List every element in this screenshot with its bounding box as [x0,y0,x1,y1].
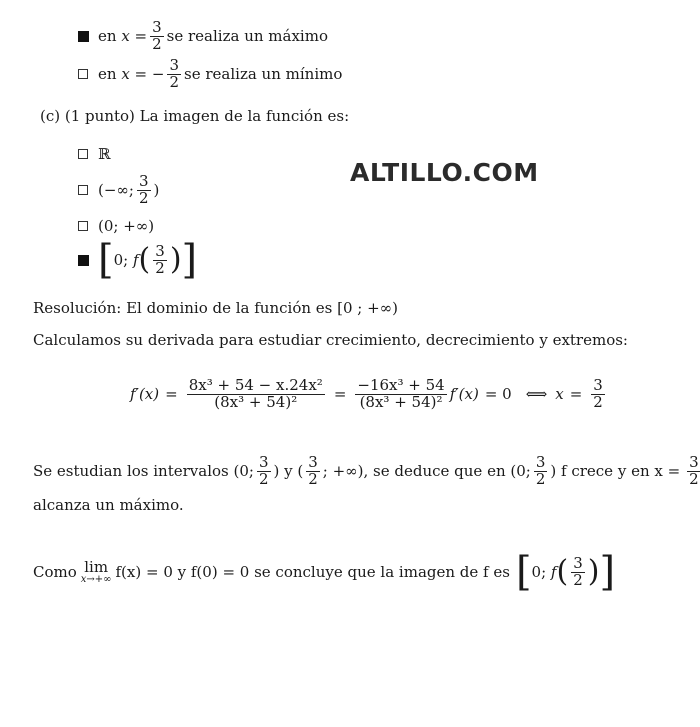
option-minimum [78,58,342,91]
checkbox-checked [78,255,89,266]
derivative-equation: f′(x) = $\frac{\text{8x³ + 54 − x.24x²}}{\text{(8x³ + 54)²}}$ = $\frac{\text{−16x³ + 54}}{\text{(8x³ + 54)²}}$ f′(x) = 0 ⟺ x = $\frac{3}{2}$ [130,376,603,411]
fraction-three-halves: $\frac{3}{2}$ [152,18,162,53]
limit-operator: lim x→+∞ [80,557,112,585]
derivative-fraction-2: $\frac{\text{−16x³ + 54}}{\text{(8x³ + 54)²}}$ [357,376,445,411]
option-text: (0; +∞) [98,217,155,235]
fraction-three-halves: $\frac{3}{2}$ [593,376,603,411]
image-conclusion: Como lim x→+∞ f(x) = 0 y f(0) = 0 se concluye que la imagen de f es [ 0; f ( $\frac{3}{2}$ ) ] [33,549,616,595]
option-text: ℝ [98,145,111,163]
maximum-conclusion: alcanza un máximo. [33,496,184,514]
option-reals [78,145,110,163]
iff-arrow: ⟺ [525,385,548,404]
option-prefix: en x = − [98,65,165,84]
intervals-paragraph: Se estudian los intervalos (0; $\frac{3}{2}$ ) y ( $\frac{3}{2}$ ; +∞), se deduce que en (0; $\frac{3}{2}$ ) f crece y en x = $\frac{3}{2}$ [33,453,699,488]
part-label: (c) [40,107,61,125]
option-text: (−∞; [98,181,134,200]
option-interval-neg-inf: (−∞; $\frac{3}{2}$ ) [78,174,159,207]
option-interval-pos-inf [78,217,154,235]
fraction-three-halves: $\frac{3}{2}$ [155,241,165,277]
resolution-domain: Resolución: El dominio de la función es [0 ; +∞) [33,299,399,317]
fraction-three-halves: $\frac{3}{2}$ [138,172,149,207]
option-prefix: en x = [98,27,148,46]
part-points: (1 punto) [64,107,135,125]
watermark-logo: ALTILLO.COM [350,158,539,187]
option-text: se realiza un mínimo [184,65,343,84]
checkbox-unchecked [78,185,88,195]
checkbox-unchecked [78,69,88,79]
checkbox-unchecked [78,149,88,159]
part-question: La imagen de la función es: [139,107,350,125]
resolution-derivative-intro: Calculamos su derivada para estudiar crecimiento, decrecimiento y extremos: [33,331,628,349]
fraction-three-halves: $\frac{3}{2}$ [169,56,180,91]
derivative-fraction-1: $\frac{\text{8x³ + 54 − x.24x²}}{\text{(8x³ + 54)²}}$ [188,376,323,411]
checkbox-unchecked [78,221,88,231]
option-correct-image: [ 0; f ( $\frac{3}{2}$ ) ] [78,240,197,280]
part-c-heading [40,107,349,125]
option-text: se realiza un máximo [166,27,328,46]
checkbox-checked [78,31,89,42]
option-maximum [78,20,328,53]
